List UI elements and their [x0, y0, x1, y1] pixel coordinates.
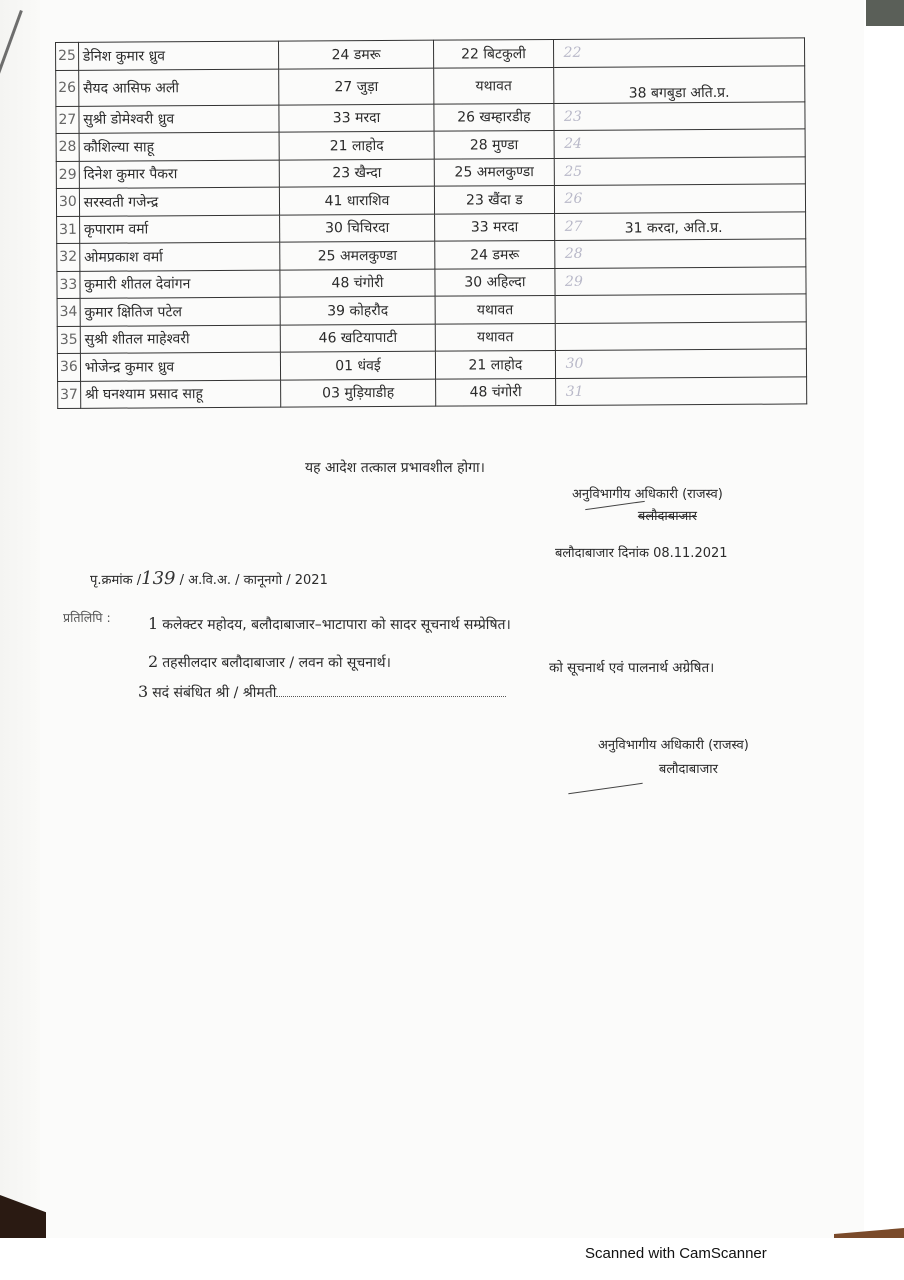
handwritten-number: 27	[564, 218, 583, 235]
handwritten-ref-number: 139	[141, 568, 176, 589]
employee-name: श्री घनश्याम प्रसाद साहू	[80, 380, 280, 409]
new-posting: 28 मुण्डा	[434, 130, 553, 158]
copy-item-1: 1 कलेक्टर महोदय, बलौदाबाजार–भाटापारा को सादर सूचनार्थ सम्प्रेषित।	[148, 614, 511, 633]
current-posting: 23 खैन्दा	[279, 159, 435, 187]
remarks-cell	[554, 156, 806, 185]
serial-number: 29	[56, 161, 79, 189]
signatory-place: बलौदाबाजार	[637, 509, 697, 524]
date-line: बलौदाबाजार दिनांक 08.11.2021	[555, 546, 728, 561]
new-posting: 30 अहिल्दा	[435, 268, 554, 296]
copy-item-3: 3 सदं संबंधित श्री / श्रीमती	[138, 682, 506, 702]
new-posting: यथावत	[435, 323, 554, 351]
new-posting: यथावत	[435, 295, 554, 323]
copy-label: प्रतिलिपि :	[63, 610, 111, 625]
page-edge-shadow	[0, 0, 40, 1238]
serial-number: 36	[57, 353, 80, 381]
new-posting: 26 खम्हारडीह	[434, 103, 553, 131]
remarks-cell	[554, 184, 806, 213]
employee-name: दिनेश कुमार पैकरा	[79, 160, 279, 189]
serial-number: 32	[57, 243, 80, 271]
current-posting: 39 कोहरौद	[280, 296, 436, 324]
signature-block-1	[572, 484, 723, 524]
copy-item-3-tail: को सूचनार्थ एवं पालनार्थ अग्रेषित।	[549, 660, 715, 676]
employee-name: सुश्री डोमेश्वरी ध्रुव	[79, 105, 279, 134]
handwritten-number: 30	[565, 356, 584, 373]
signature-block-2	[598, 735, 749, 777]
serial-number: 34	[57, 298, 80, 326]
new-posting: 23 खैंदा ड	[435, 185, 554, 213]
current-posting: 01 धंवई	[280, 351, 436, 379]
handwritten-number: 26	[564, 191, 583, 208]
handwritten-number: 23	[563, 108, 582, 125]
transfer-table	[55, 37, 807, 409]
new-posting: यथावत	[434, 67, 554, 104]
remarks-cell	[554, 266, 806, 295]
serial-number: 37	[58, 381, 81, 409]
remark-text	[559, 343, 801, 344]
remark-text	[559, 316, 801, 317]
signatory-designation: अनुविभागीय अधिकारी (राजस्व)	[572, 487, 723, 502]
handwritten-number: 24	[564, 136, 583, 153]
new-posting: 25 अमलकुण्डा	[434, 158, 553, 186]
serial-number: 35	[57, 326, 80, 354]
new-posting: 24 डमरू	[435, 240, 554, 268]
employee-name: कुमार क्षितिज पटेल	[80, 297, 280, 326]
current-posting: 24 डमरू	[278, 40, 434, 68]
order-effective-text: यह आदेश तत्काल प्रभावशील होगा।	[305, 460, 485, 476]
current-posting: 25 अमलकुण्डा	[280, 241, 436, 269]
new-posting: 33 मरदा	[435, 213, 554, 241]
copy-item-2: 2 तहसीलदार बलौदाबाजार / लवन को सूचनार्थ।	[148, 652, 391, 671]
remarks-cell	[555, 294, 807, 323]
serial-number: 25	[56, 42, 79, 70]
employee-name: सैयद आसिफ अली	[78, 69, 278, 106]
new-posting: 21 लाहोद	[436, 350, 555, 378]
employee-name: डेनिश कुमार ध्रुव	[78, 41, 278, 70]
remarks-cell	[555, 376, 807, 405]
remarks-cell	[554, 211, 806, 240]
remarks-cell	[555, 321, 807, 350]
remarks-cell	[554, 129, 806, 158]
current-posting: 21 लाहोद	[279, 131, 435, 159]
current-posting: 30 चिचिरदा	[279, 214, 435, 242]
handwritten-number: 29	[564, 273, 583, 290]
current-posting: 27 जुड़ा	[279, 68, 435, 105]
table-row	[58, 376, 807, 408]
employee-name: सुश्री शीतल माहेश्वरी	[80, 325, 280, 354]
remarks-cell	[553, 65, 805, 103]
serial-number: 33	[57, 271, 80, 299]
remarks-cell	[553, 101, 805, 130]
serial-number: 31	[57, 216, 80, 244]
employee-name: कृपाराम वर्मा	[79, 215, 279, 244]
blank-line	[276, 696, 506, 697]
remark-text: 31 करदा, अति.प्र.	[624, 219, 723, 237]
serial-number: 28	[56, 133, 79, 161]
current-posting: 33 मरदा	[279, 104, 435, 132]
signatory-designation: अनुविभागीय अधिकारी (राजस्व)	[598, 738, 749, 753]
signatory-place: बलौदाबाजार	[658, 762, 718, 777]
remarks-cell	[554, 239, 806, 268]
handwritten-number: 31	[565, 383, 584, 400]
remarks-cell	[555, 349, 807, 378]
new-posting: 48 चंगोरी	[436, 378, 555, 406]
employee-name: भोजेन्द्र कुमार ध्रुव	[80, 352, 280, 381]
table-row	[56, 65, 805, 106]
current-posting: 41 धाराशिव	[279, 186, 435, 214]
current-posting: 46 खटियापाटी	[280, 324, 436, 352]
background-corner	[866, 0, 904, 26]
remark-text: 38 बगबुडा अति.प्र.	[628, 84, 730, 101]
camscanner-watermark: Scanned with CamScanner	[585, 1245, 767, 1262]
employee-name: कुमारी शीतल देवांगन	[80, 270, 280, 299]
current-posting: 03 मुड़ियाडीह	[280, 379, 436, 407]
serial-number: 26	[56, 70, 79, 106]
employee-name: सरस्वती गजेन्द्र	[79, 187, 279, 216]
handwritten-number: 25	[564, 163, 583, 180]
serial-number: 30	[56, 188, 79, 216]
current-posting: 48 चंगोरी	[280, 269, 436, 297]
serial-number: 27	[56, 106, 79, 134]
employee-name: कौशिल्या साहू	[79, 132, 279, 161]
employee-name: ओमप्रकाश वर्मा	[80, 242, 280, 271]
reference-number: पृ.क्रमांक /139 / अ.वि.अ. / कानूनगो / 2021	[90, 568, 328, 589]
handwritten-number: 28	[564, 246, 583, 263]
handwritten-number: 22	[563, 45, 582, 62]
new-posting: 22 बिटकुली	[434, 39, 553, 67]
remarks-cell	[553, 38, 805, 67]
